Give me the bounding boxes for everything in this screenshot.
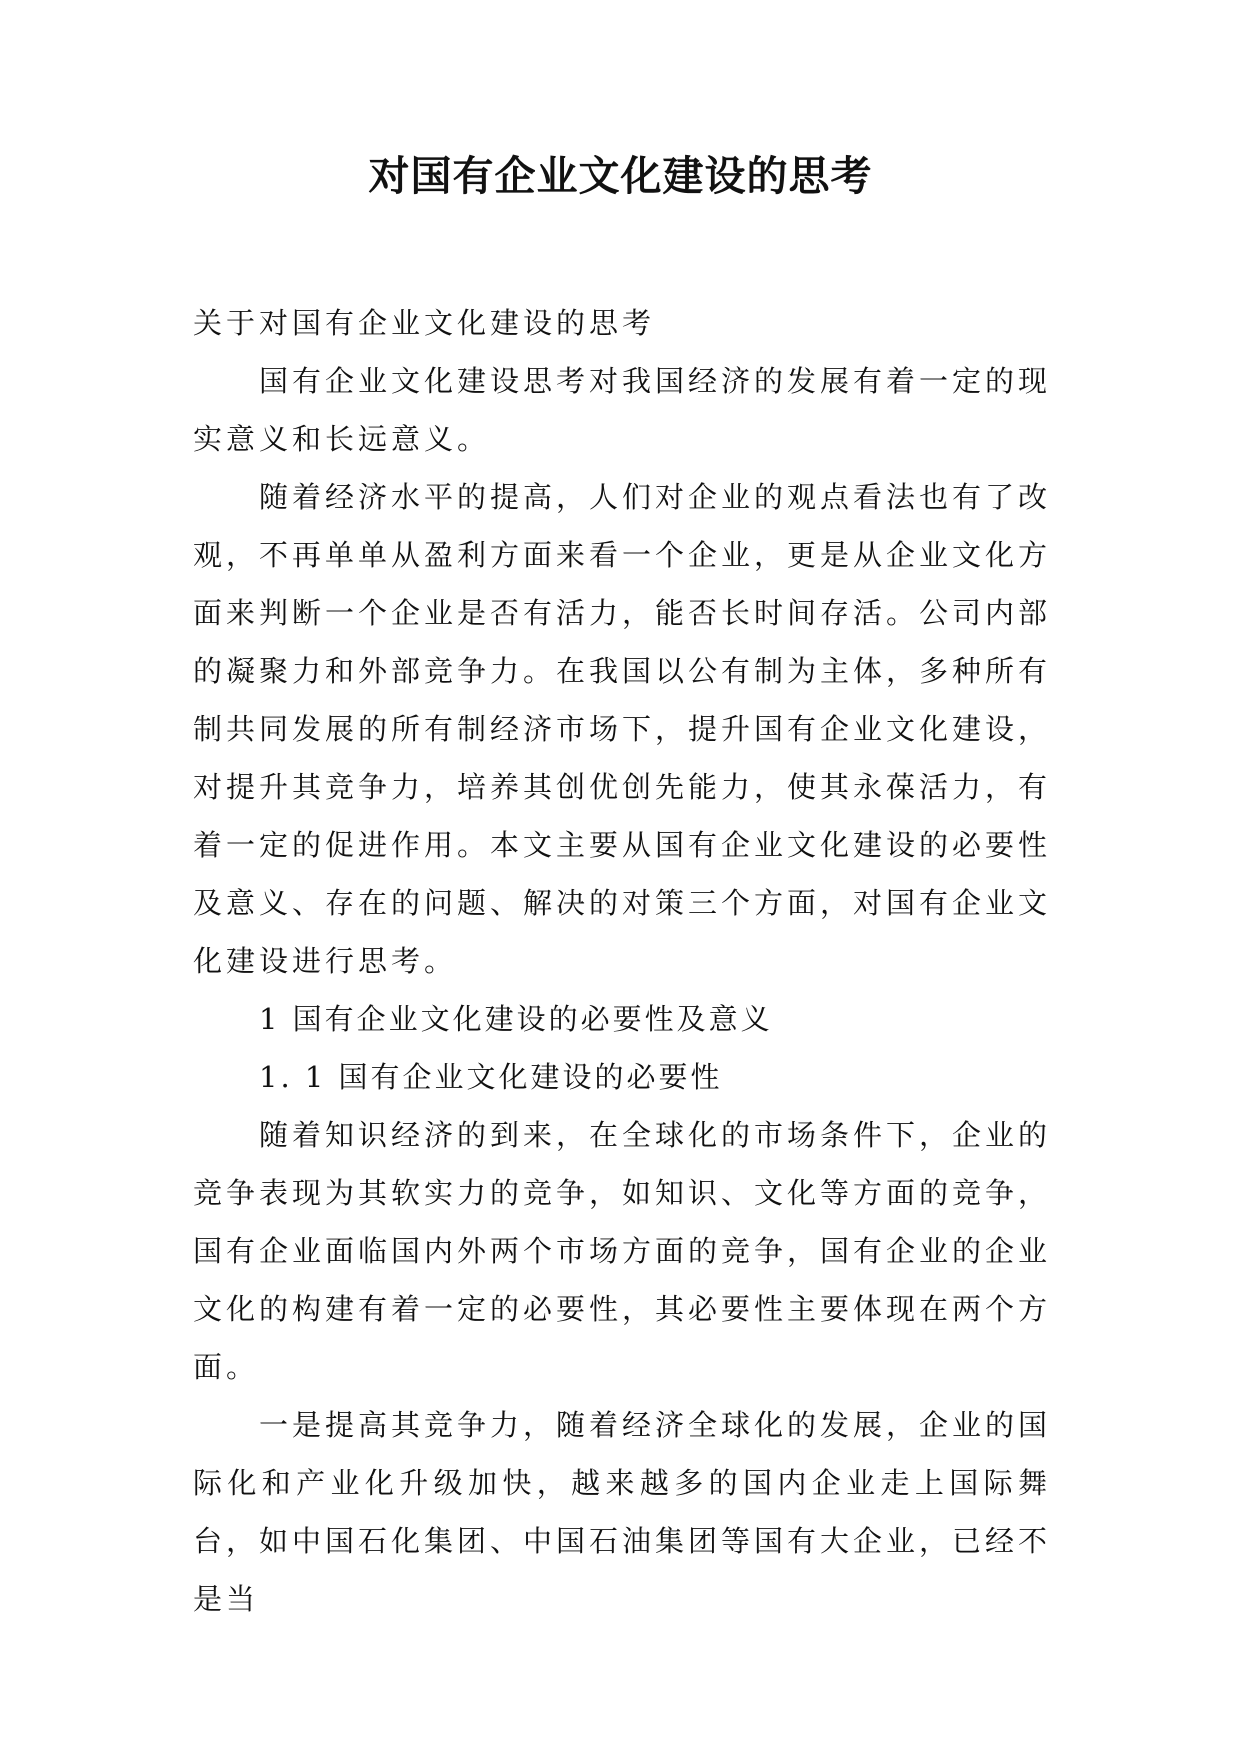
background-paragraph: 随着经济水平的提高，人们对企业的观点看法也有了改观，不再单单从盈利方面来看一个企业，更是从企业文化方面来判断一个企业是否有活力，能否长时间存活。公司内部的凝聚力和外部竞争力。在我国以公有制为主体，多种所有制共同发展的所有制经济市场下，提升国有企业文化建设，对提升其竞争力，培养其创优创先能力，使其永葆活力，有着一定的促进作用。本文主要从国有企业文化建设的必要性及意义、存在的问题、解决的对策三个方面，对国有企业文化建设进行思考。	[193, 480, 1052, 978]
competitiveness-paragraph: 一是提高其竞争力，随着经济全球化的发展，企业的国际化和产业化升级加快，越来越多的国内企业走上国际舞台，如中国石化集团、中国石油集团等国有大企业，已经不是当	[193, 1408, 1052, 1616]
document-title: 对国有企业文化建设的思考	[368, 152, 873, 200]
document-subtitle: 关于对国有企业文化建设的思考	[193, 306, 656, 340]
intro-paragraph: 国有企业文化建设思考对我国经济的发展有着一定的现实意义和长远意义。	[193, 364, 1052, 456]
section-heading-1-1: 1. 1 国有企业文化建设的必要性	[259, 1060, 723, 1094]
necessity-paragraph: 随着知识经济的到来，在全球化的市场条件下，企业的竞争表现为其软实力的竞争，如知识、文化等方面的竞争，国有企业面临国内外两个市场方面的竞争，国有企业的企业文化的构建有着一定的必要性，其必要性主要体现在两个方面。	[193, 1118, 1052, 1384]
document-body	[193, 294, 1051, 1628]
section-heading-1: 1 国有企业文化建设的必要性及意义	[259, 1002, 773, 1036]
